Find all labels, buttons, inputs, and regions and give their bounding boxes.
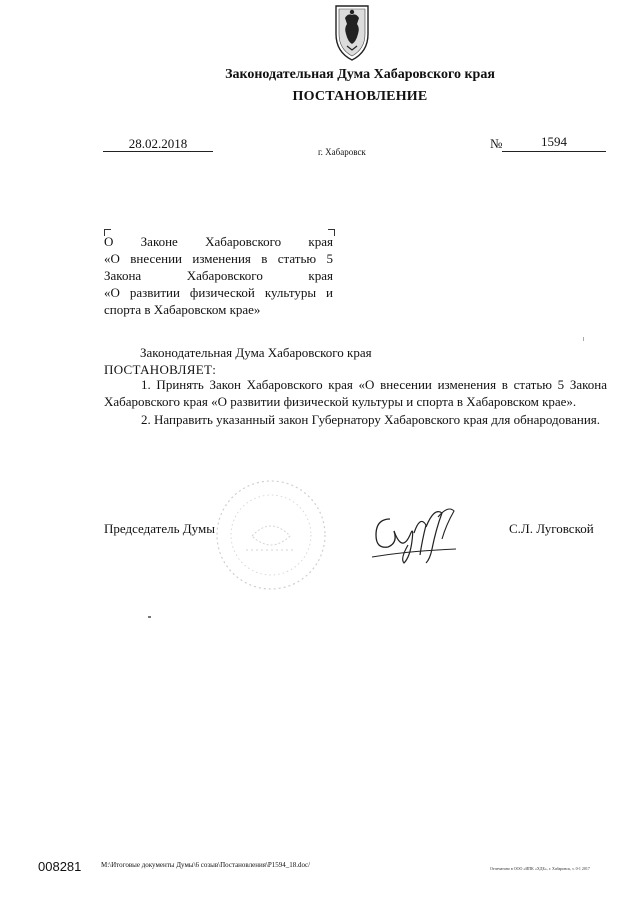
signatory-title: Председатель Думы <box>104 521 215 536</box>
print-note: Отпечатано в ООО «ИПК «ХДБ», г. Хабаровск, з. 0-1 2017 <box>490 866 590 871</box>
document-number: 1594 <box>541 134 567 149</box>
seal-stamp-icon <box>212 476 330 594</box>
scan-speck <box>148 616 151 618</box>
title-line: «О внесении изменения в статью 5 <box>104 251 333 266</box>
title-line: Закона Хабаровского края <box>104 268 333 283</box>
file-path: М:\Итоговые документы Думы\6 созыв\Постановления\Р1594_18.doc/ <box>101 861 311 869</box>
title-line: спорта в Хабаровском крае» <box>104 302 261 317</box>
resolution-body <box>104 376 607 429</box>
title-line: «О развитии физической культуры и <box>104 285 333 300</box>
number-underline <box>502 151 606 152</box>
organization-name: Законодательная Дума Хабаровского края <box>225 67 495 82</box>
resolution-item: 2. Направить указанный закон Губернатору Хабаровского края для обнародования. <box>141 412 601 427</box>
coat-of-arms-icon <box>332 4 372 62</box>
resolution-item: 1. Принять Закон Хабаровского края «О внесении изменения в статью 5 Закона Хабаровского края «О развитии физической культуры и спорта в Хабаровском крае». <box>104 377 607 409</box>
footer-code: 008281 <box>38 859 82 874</box>
number-sign: № <box>490 136 503 151</box>
resolution-intro: Законодательная Дума Хабаровского края <box>140 345 372 360</box>
date-underline <box>103 151 213 152</box>
document-title <box>104 233 333 318</box>
signatory-name: С.Л. Луговской <box>509 521 594 536</box>
document-city: г. Хабаровск <box>318 147 366 157</box>
resolves-heading: ПОСТАНОВЛЯЕТ: <box>104 362 217 377</box>
scan-speck <box>583 337 584 341</box>
signature-icon <box>368 505 460 567</box>
document-date: 28.02.2018 <box>128 136 188 151</box>
document-type: ПОСТАНОВЛЕНИЕ <box>292 89 428 104</box>
title-line: О Законе Хабаровского края <box>104 234 333 249</box>
